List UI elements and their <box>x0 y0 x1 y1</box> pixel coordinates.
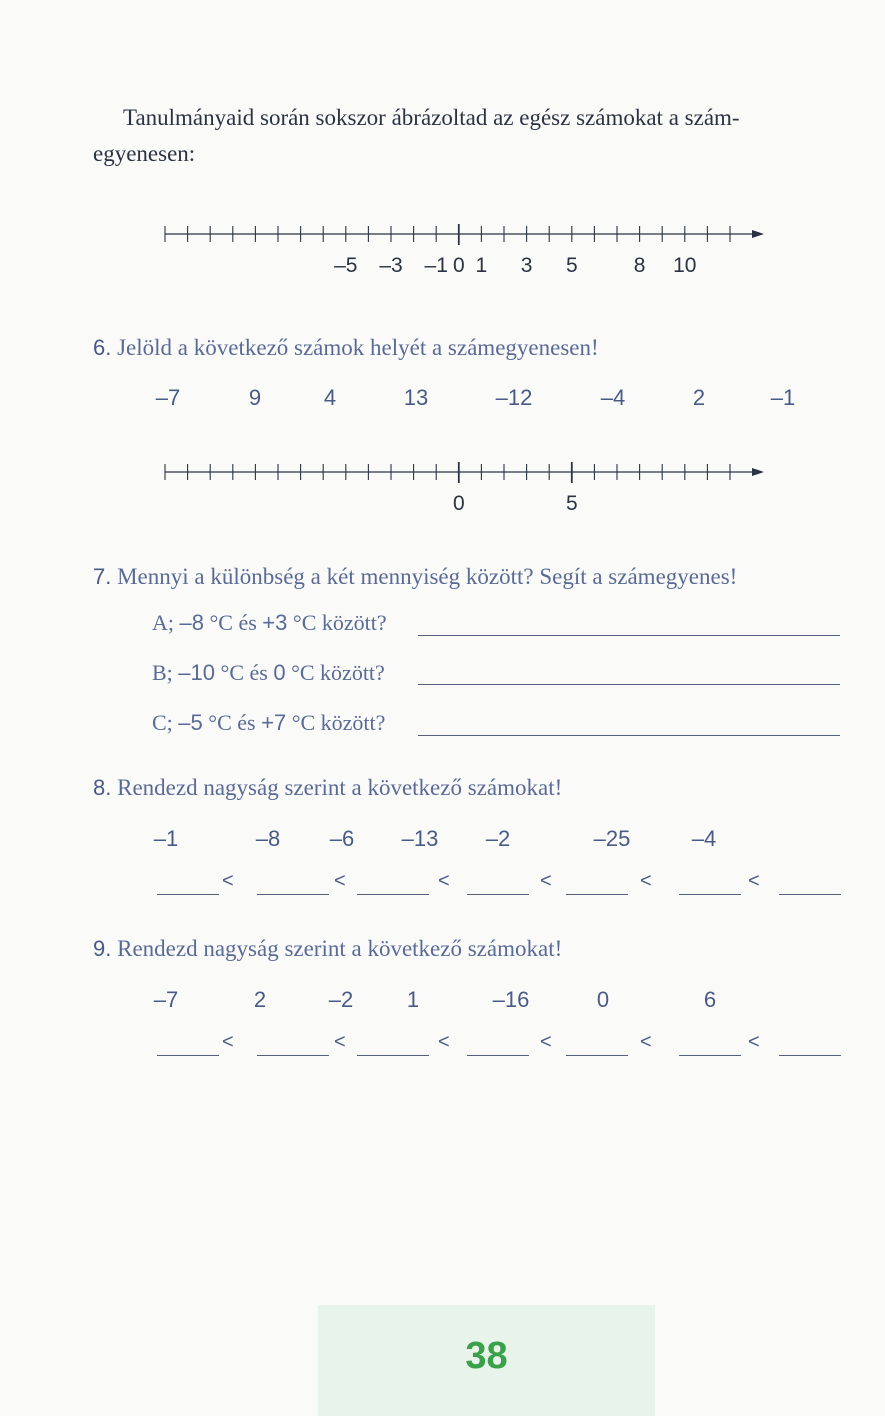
answer-blank[interactable] <box>679 894 741 895</box>
q6-heading <box>93 335 599 361</box>
example-line-tick-label: 0 <box>452 254 465 277</box>
less-than-sign: < <box>438 1031 450 1053</box>
q8-heading <box>93 775 562 801</box>
q7-item-c <box>152 710 385 736</box>
q7-item-b-mid: °C és <box>215 660 274 685</box>
example-line-tick-label: –1 <box>424 254 448 277</box>
q7-item-a-value1: –8 <box>179 610 204 635</box>
number-item: –1 <box>153 826 179 851</box>
answer-blank[interactable] <box>566 1055 628 1056</box>
number-item: –4 <box>600 385 626 410</box>
answer-blank[interactable] <box>467 1055 529 1056</box>
example-line-tick-label: 8 <box>633 254 646 277</box>
answer-blank[interactable] <box>779 894 841 895</box>
q7-item-a-mid: °C és <box>203 610 263 635</box>
number-item: 2 <box>253 987 267 1012</box>
q7-item-c-value1: –5 <box>178 710 203 735</box>
example-line-tick-label: 10 <box>673 254 697 277</box>
answer-blank[interactable] <box>357 894 429 895</box>
less-than-sign: < <box>640 870 652 892</box>
q9-text: Rendezd nagyság szerint a következő számokat! <box>117 936 563 961</box>
q8-number-list <box>0 826 885 856</box>
answer-blank[interactable] <box>467 894 529 895</box>
answer-blank[interactable] <box>157 894 219 895</box>
less-than-sign: < <box>334 870 346 892</box>
q7-item-a <box>152 610 387 636</box>
answer-blank[interactable] <box>257 1055 329 1056</box>
less-than-sign: < <box>334 1031 346 1053</box>
q7-item-a-prefix: A; <box>152 610 180 635</box>
example-number-line <box>150 210 770 290</box>
q7-number: 7. <box>93 564 112 589</box>
example-line-arrow <box>752 230 764 238</box>
q6-number-line[interactable] <box>150 448 770 528</box>
q6-number: 6. <box>93 335 112 360</box>
q9-ordering-blanks <box>0 1033 885 1063</box>
page-number-box <box>318 1305 655 1416</box>
q7-item-a-suffix: °C között? <box>287 610 387 635</box>
q7-item-a-value2: +3 <box>262 610 288 635</box>
number-item: –2 <box>485 826 511 851</box>
less-than-sign: < <box>222 870 234 892</box>
number-item: 9 <box>248 385 262 410</box>
q7-heading <box>93 564 737 590</box>
number-item: 2 <box>692 385 706 410</box>
less-than-sign: < <box>748 1031 760 1053</box>
example-line-tick-label: –5 <box>334 254 358 277</box>
q7-item-b-prefix: B; <box>152 660 179 685</box>
answer-blank[interactable] <box>779 1055 841 1056</box>
q6-line-arrow <box>752 468 764 476</box>
q7-item-c-prefix: C; <box>152 710 179 735</box>
q8-ordering-blanks <box>0 872 885 902</box>
number-item: –6 <box>329 826 355 851</box>
page-number: 38 <box>465 1335 508 1377</box>
number-item: –8 <box>255 826 281 851</box>
q8-number: 8. <box>93 775 112 800</box>
q7-answer-line-a[interactable] <box>418 635 840 636</box>
number-item: 4 <box>323 385 337 410</box>
less-than-sign: < <box>640 1031 652 1053</box>
number-item: –7 <box>153 987 179 1012</box>
q6-line-tick-label: 0 <box>452 492 465 515</box>
number-item: –2 <box>328 987 354 1012</box>
less-than-sign: < <box>748 870 760 892</box>
q6-number-list <box>0 385 885 415</box>
number-item: –4 <box>691 826 717 851</box>
q6-line-tick-label: 5 <box>565 492 578 515</box>
q7-item-c-value2: +7 <box>261 710 287 735</box>
number-item: –1 <box>770 385 796 410</box>
answer-blank[interactable] <box>679 1055 741 1056</box>
number-item: –25 <box>593 826 631 851</box>
example-line-tick-label: –3 <box>379 254 403 277</box>
intro-line-2: egyenesen: <box>93 141 196 166</box>
number-item: 13 <box>403 385 429 410</box>
q7-item-c-mid: °C és <box>202 710 262 735</box>
q6-text: Jelöld a következő számok helyét a számegyenesen! <box>117 335 599 360</box>
less-than-sign: < <box>540 1031 552 1053</box>
q7-text: Mennyi a különbség a két mennyiség között? Segít a számegyenes! <box>117 564 738 589</box>
answer-blank[interactable] <box>357 1055 429 1056</box>
q7-item-b-value1: –10 <box>178 660 216 685</box>
less-than-sign: < <box>222 1031 234 1053</box>
q7-answer-line-c[interactable] <box>418 735 840 736</box>
q7-answer-line-b[interactable] <box>418 684 840 685</box>
example-line-tick-label: 1 <box>475 254 488 277</box>
answer-blank[interactable] <box>257 894 329 895</box>
example-line-tick-label: 5 <box>565 254 578 277</box>
less-than-sign: < <box>438 870 450 892</box>
q7-item-b-suffix: °C között? <box>285 660 385 685</box>
example-line-tick-label: 3 <box>520 254 533 277</box>
q7-item-b-value2: 0 <box>273 660 286 685</box>
q8-text: Rendezd nagyság szerint a következő számokat! <box>117 775 563 800</box>
answer-blank[interactable] <box>157 1055 219 1056</box>
number-item: –12 <box>495 385 533 410</box>
number-item: 6 <box>703 987 717 1012</box>
number-item: 1 <box>406 987 420 1012</box>
less-than-sign: < <box>540 870 552 892</box>
number-item: –7 <box>155 385 181 410</box>
number-item: –13 <box>401 826 439 851</box>
q9-number-list <box>0 987 885 1017</box>
q7-item-b <box>152 660 385 686</box>
q9-number: 9. <box>93 936 112 961</box>
intro-paragraph <box>93 100 863 172</box>
q7-item-c-suffix: °C között? <box>286 710 386 735</box>
q9-heading <box>93 936 562 962</box>
number-item: –16 <box>492 987 530 1012</box>
number-item: 0 <box>596 987 610 1012</box>
answer-blank[interactable] <box>566 894 628 895</box>
intro-line-1: Tanulmányaid során sokszor ábrázoltad az egész számokat a szám- <box>123 105 740 130</box>
